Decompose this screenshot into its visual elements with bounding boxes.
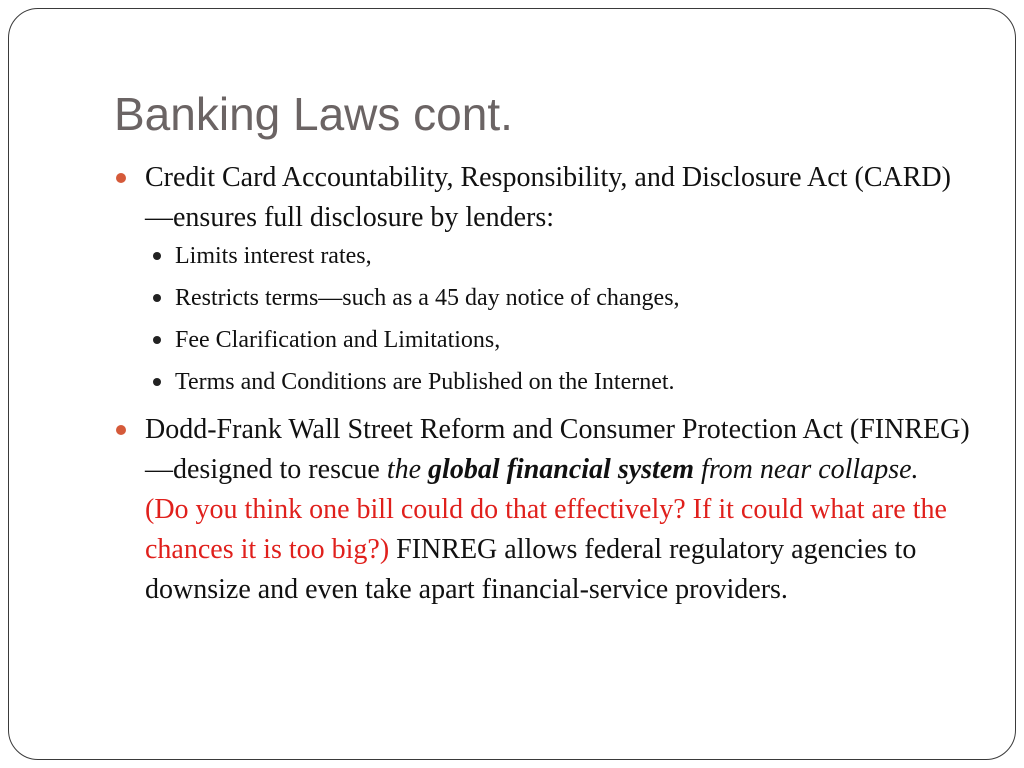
sub-bullet-dot-icon: [153, 252, 161, 260]
italic-the: the: [386, 454, 429, 485]
question-red-text: (Do you think one bill could do that effectively? If it could what are the chances it is too big?): [145, 494, 947, 565]
bullet-card-act-text: Credit Card Accountability, Responsibility, and Disclosure Act (CARD)—ensures full disclosure by lenders:: [145, 162, 951, 233]
subbullet-text: Limits interest rates,: [175, 243, 372, 269]
bullet-dot-icon: [116, 173, 126, 183]
subbullet-restricts-terms: [145, 284, 974, 312]
slide-title: Banking Laws cont.: [114, 88, 513, 140]
bullet-card-act: [114, 158, 974, 238]
bullet-dodd-frank: [114, 410, 974, 610]
bullet-dot-icon: [116, 425, 126, 435]
subbullet-text: Terms and Conditions are Published on the Internet.: [175, 369, 675, 395]
dodd-frank-intro: Dodd-Frank Wall Street Reform and Consumer Protection Act (FINREG)—designed to rescue: [145, 414, 970, 485]
subbullet-text: Fee Clarification and Limitations,: [175, 327, 501, 353]
subbullet-fee-clarification: [145, 326, 974, 354]
subbullet-terms-published: [145, 368, 974, 396]
bullet-dodd-frank-text: [145, 410, 974, 610]
finreg-description: FINREG allows federal regulatory agencies to downsize and even take apart financial-service providers.: [145, 534, 917, 605]
italic-from-near-collapse: from near collapse.: [694, 454, 919, 485]
sub-bullet-dot-icon: [153, 336, 161, 344]
card-act-sublist: [145, 242, 974, 396]
sub-bullet-dot-icon: [153, 378, 161, 386]
emphasis-global-financial-system: global financial system: [428, 454, 695, 485]
slide-body: [114, 158, 974, 614]
subbullet-limits-interest: [145, 242, 974, 270]
subbullet-text: Restricts terms—such as a 45 day notice of changes,: [175, 285, 680, 311]
sub-bullet-dot-icon: [153, 294, 161, 302]
